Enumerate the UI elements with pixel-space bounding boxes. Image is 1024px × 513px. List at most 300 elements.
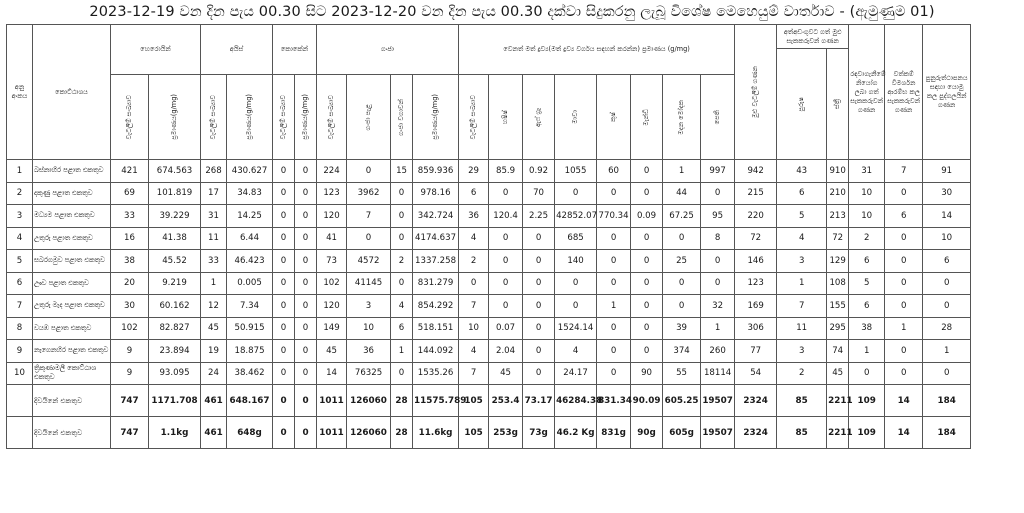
table-cell: 0 — [273, 205, 295, 228]
row-index: 10 — [7, 362, 33, 385]
table-cell: 32 — [701, 295, 735, 318]
table-cell: 997 — [701, 160, 735, 183]
row-division-name: උතුරු මැද පළාත එකතුව — [33, 295, 111, 318]
table-cell: 41145 — [347, 272, 391, 295]
total-row-label: දිවයිනේ එකතුව — [33, 417, 111, 449]
table-cell: 6 — [849, 295, 885, 318]
table-cell: 0.09 — [631, 205, 663, 228]
table-cell: 4 — [391, 295, 413, 318]
subheader-heroin-count: වැටලීම් සංඛ්‍යාව — [111, 75, 149, 160]
table-cell: 0 — [523, 340, 555, 363]
table-cell: 859.936 — [413, 160, 459, 183]
table-cell: 6.44 — [227, 227, 273, 250]
table-cell: 2.04 — [489, 340, 523, 363]
header-heroin: හෙරොයින් — [111, 25, 201, 75]
table-cell: 0 — [631, 227, 663, 250]
table-cell: 0 — [391, 182, 413, 205]
table-cell: 0 — [923, 272, 971, 295]
table-cell: 4 — [777, 227, 827, 250]
table-cell: 0 — [523, 250, 555, 273]
table-cell: 82.827 — [149, 317, 201, 340]
table-cell: 6 — [849, 250, 885, 273]
header-detention-orders: රඳවාගැනීමේ නියෝග ලබා ගත් සැකකරුවන් ගණන — [849, 25, 885, 160]
table-cell: 430.627 — [227, 160, 273, 183]
table-row — [7, 295, 1019, 318]
table-cell: 0 — [295, 160, 317, 183]
table-cell: 210 — [827, 182, 849, 205]
row-index: 4 — [7, 227, 33, 250]
table-cell: 0 — [273, 340, 295, 363]
table-cell: 831.279 — [413, 272, 459, 295]
row-index: 2 — [7, 182, 33, 205]
table-cell: 1 — [849, 340, 885, 363]
table-cell: 0 — [273, 160, 295, 183]
table-cell: 0 — [663, 227, 701, 250]
total-cell: 648.167 — [227, 385, 273, 417]
table-cell: 2 — [777, 362, 827, 385]
table-cell: 0 — [885, 295, 923, 318]
table-row — [7, 205, 1019, 228]
table-cell: 60.162 — [149, 295, 201, 318]
total-cell: 126060 — [347, 385, 391, 417]
subheader-mandy: මැන්ඩි — [631, 75, 663, 160]
total-cell: 605g — [663, 417, 701, 449]
table-cell: 1 — [701, 317, 735, 340]
table-cell: 4572 — [347, 250, 391, 273]
table-cell: 1 — [885, 317, 923, 340]
table-cell: 978.16 — [413, 182, 459, 205]
table-cell: 4 — [459, 227, 489, 250]
table-cell: 14 — [923, 205, 971, 228]
table-cell: 34.83 — [227, 182, 273, 205]
subheader-cocaine-qty: ප්‍රමාණය(g/mg) — [295, 75, 317, 160]
table-cell: 0 — [597, 250, 631, 273]
table-cell: 120 — [317, 295, 347, 318]
total-cell: 2211 — [827, 417, 849, 449]
subheader-cocaine-count: වැටලීම් සංඛ්‍යාව — [273, 75, 295, 160]
table-cell: 28 — [923, 317, 971, 340]
table-cell: 7 — [777, 295, 827, 318]
table-cell: 0 — [273, 295, 295, 318]
subheader-hash: හෂිෂ් — [489, 75, 523, 160]
table-cell: 39.229 — [149, 205, 201, 228]
header-index: අනු අංකය — [7, 25, 33, 160]
total-cell: 0 — [273, 417, 295, 449]
table-cell: 0 — [885, 250, 923, 273]
table-cell: 0.005 — [227, 272, 273, 295]
table-cell: 0 — [489, 227, 523, 250]
table-cell: 31 — [201, 205, 227, 228]
table-cell: 215 — [735, 182, 777, 205]
table-cell: 102 — [111, 317, 149, 340]
subheader-other-count: වැටලීම් සංඛ්‍යාව — [459, 75, 489, 160]
table-cell: 0 — [295, 272, 317, 295]
subheader-ganja-count: වැටලීම් සංඛ්‍යාව — [317, 75, 347, 160]
row-division-name: බස්නාහිර පළාත එකතුව — [33, 160, 111, 183]
table-cell: 854.292 — [413, 295, 459, 318]
total-cell: 1011 — [317, 385, 347, 417]
total-cell: 85 — [777, 417, 827, 449]
subheader-ganja-qty: ප්‍රමාණය(g/mg) — [413, 75, 459, 160]
table-cell: 0 — [701, 182, 735, 205]
table-cell: 5 — [777, 205, 827, 228]
table-cell: 102 — [317, 272, 347, 295]
table-cell: 0 — [295, 250, 317, 273]
table-cell: 108 — [827, 272, 849, 295]
table-cell: 67.25 — [663, 205, 701, 228]
table-row — [7, 182, 1019, 205]
header-female: ස්ත්‍රී — [827, 49, 849, 160]
table-cell: 0 — [523, 317, 555, 340]
total-row-index — [7, 417, 33, 449]
table-cell: 60 — [597, 160, 631, 183]
table-row — [7, 250, 1019, 273]
table-cell: 16 — [111, 227, 149, 250]
table-cell: 45 — [489, 362, 523, 385]
table-cell: 9 — [111, 362, 149, 385]
table-cell: 1 — [777, 272, 827, 295]
total-cell: 253g — [489, 417, 523, 449]
table-cell: 14.25 — [227, 205, 273, 228]
table-cell: 0 — [459, 272, 489, 295]
table-cell: 169 — [735, 295, 777, 318]
table-cell: 140 — [555, 250, 597, 273]
table-cell: 518.151 — [413, 317, 459, 340]
table-cell: 1 — [201, 272, 227, 295]
table-cell: 0 — [489, 295, 523, 318]
table-cell: 224 — [317, 160, 347, 183]
table-cell: 45 — [201, 317, 227, 340]
table-cell: 0 — [489, 182, 523, 205]
table-cell: 942 — [735, 160, 777, 183]
table-cell: 0 — [631, 340, 663, 363]
total-cell: 28 — [391, 417, 413, 449]
row-division-name: උතුරු පළාත එකතුව — [33, 227, 111, 250]
table-cell: 0 — [555, 295, 597, 318]
total-cell: 1011 — [317, 417, 347, 449]
table-cell: 0 — [523, 272, 555, 295]
table-cell: 146 — [735, 250, 777, 273]
table-cell: 9 — [111, 340, 149, 363]
table-cell: 2.25 — [523, 205, 555, 228]
table-cell: 1535.26 — [413, 362, 459, 385]
table-cell: 0 — [273, 227, 295, 250]
table-cell: 15 — [391, 160, 413, 183]
header-ganja: ගංජා — [317, 25, 459, 75]
table-cell: 0 — [295, 295, 317, 318]
subheader-tablets: පෙති — [701, 75, 735, 160]
total-cell: 1.1kg — [149, 417, 201, 449]
table-cell: 0 — [631, 295, 663, 318]
total-cell: 605.25 — [663, 385, 701, 417]
table-cell: 7.34 — [227, 295, 273, 318]
table-cell: 18114 — [701, 362, 735, 385]
table-cell: 0 — [849, 362, 885, 385]
row-division-name: වයඹ පළාත එකතුව — [33, 317, 111, 340]
table-cell: 910 — [827, 160, 849, 183]
table-cell: 76325 — [347, 362, 391, 385]
table-cell: 45 — [827, 362, 849, 385]
table-cell: 0 — [273, 182, 295, 205]
table-cell: 0 — [701, 272, 735, 295]
table-cell: 0 — [923, 295, 971, 318]
table-cell: 17 — [201, 182, 227, 205]
table-cell: 0.07 — [489, 317, 523, 340]
total-row-label: දිවයිනේ එකතුව — [33, 385, 111, 417]
table-cell: 4 — [555, 340, 597, 363]
total-cell: 28 — [391, 385, 413, 417]
table-cell: 0 — [523, 362, 555, 385]
total-cell: 19507 — [701, 385, 735, 417]
table-cell: 54 — [735, 362, 777, 385]
table-cell: 0 — [597, 340, 631, 363]
table-cell: 0 — [295, 317, 317, 340]
table-cell: 0 — [273, 317, 295, 340]
table-cell: 4 — [459, 340, 489, 363]
total-cell: 0 — [295, 417, 317, 449]
table-cell: 7 — [347, 205, 391, 228]
table-cell: 0 — [631, 272, 663, 295]
table-cell: 29 — [459, 160, 489, 183]
table-row — [7, 362, 1019, 385]
subheader-ganja-plants: ගංජා පැළ — [347, 75, 391, 160]
table-cell: 0 — [523, 295, 555, 318]
total-cell: 73.17 — [523, 385, 555, 417]
row-division-name: නැගෙනහිර පළාත එකතුව — [33, 340, 111, 363]
table-cell: 0 — [885, 182, 923, 205]
table-cell: 685 — [555, 227, 597, 250]
total-cell: 46.2 Kg — [555, 417, 597, 449]
table-cell: 306 — [735, 317, 777, 340]
table-cell: 10 — [347, 317, 391, 340]
total-row — [7, 385, 1019, 417]
table-cell: 0.92 — [523, 160, 555, 183]
table-cell: 3962 — [347, 182, 391, 205]
table-cell: 5 — [849, 272, 885, 295]
table-cell: 0 — [295, 362, 317, 385]
table-cell: 0 — [885, 362, 923, 385]
table-cell: 213 — [827, 205, 849, 228]
table-cell: 20 — [111, 272, 149, 295]
total-cell: 2324 — [735, 417, 777, 449]
table-cell: 421 — [111, 160, 149, 183]
table-cell: 0 — [295, 340, 317, 363]
row-index: 5 — [7, 250, 33, 273]
table-cell: 3 — [777, 340, 827, 363]
table-cell: 2 — [849, 227, 885, 250]
total-cell: 747 — [111, 417, 149, 449]
table-row — [7, 227, 1019, 250]
table-cell: 149 — [317, 317, 347, 340]
header-detained: අත්අඩංගුවට ගත් මුළු සැකකරුවන් ගණන — [777, 25, 849, 49]
table-cell: 129 — [827, 250, 849, 273]
row-index: 6 — [7, 272, 33, 295]
table-cell: 0 — [631, 182, 663, 205]
table-cell: 95 — [701, 205, 735, 228]
header-cocaine: කොකේන් — [273, 25, 317, 75]
table-cell: 77 — [735, 340, 777, 363]
row-index: 1 — [7, 160, 33, 183]
table-cell: 120 — [317, 205, 347, 228]
table-cell: 0 — [555, 272, 597, 295]
table-cell: 12 — [201, 295, 227, 318]
table-cell: 55 — [663, 362, 701, 385]
header-ice: අයිස් — [201, 25, 273, 75]
page-title: 2023-12-19 වන දින පැය 00.30 සිට 2023-12-20 වන දින පැය 00.30 දක්වා සිදුකරනු ලැබූ විශේෂ මෙහෙයුම් වාර්තාව - (ඇමුණුම 01) — [89, 4, 935, 20]
table-cell: 11 — [777, 317, 827, 340]
table-cell: 45 — [317, 340, 347, 363]
subheader-madana: මදන මෝදක — [663, 75, 701, 160]
table-cell: 1337.258 — [413, 250, 459, 273]
table-cell: 0 — [663, 295, 701, 318]
subheader-ice-g: ඇෆ් ග්‍රෑ — [523, 75, 555, 160]
total-cell: 109 — [849, 417, 885, 449]
row-division-name: සබරගමුව පළාත එකතුව — [33, 250, 111, 273]
table-cell: 7 — [459, 295, 489, 318]
table-cell: 1 — [663, 160, 701, 183]
row-index: 8 — [7, 317, 33, 340]
table-cell: 268 — [201, 160, 227, 183]
table-cell: 260 — [701, 340, 735, 363]
table-cell: 220 — [735, 205, 777, 228]
table-cell: 70 — [523, 182, 555, 205]
total-cell: 105 — [459, 385, 489, 417]
table-cell: 10 — [923, 227, 971, 250]
table-cell: 1055 — [555, 160, 597, 183]
table-cell: 69 — [111, 182, 149, 205]
table-cell: 0 — [597, 362, 631, 385]
table-cell: 144.092 — [413, 340, 459, 363]
table-cell: 50.915 — [227, 317, 273, 340]
total-cell: 19507 — [701, 417, 735, 449]
table-cell: 123 — [735, 272, 777, 295]
table-cell: 0 — [391, 205, 413, 228]
total-cell: 747 — [111, 385, 149, 417]
table-row — [7, 272, 1019, 295]
table-cell: 6 — [777, 182, 827, 205]
table-cell: 72 — [735, 227, 777, 250]
table-cell: 30 — [923, 182, 971, 205]
table-cell: 30 — [111, 295, 149, 318]
table-cell: 42852.07 — [555, 205, 597, 228]
total-cell: 46284.38 — [555, 385, 597, 417]
table-cell: 14 — [317, 362, 347, 385]
table-cell: 0 — [597, 272, 631, 295]
subheader-heroin-qty: ප්‍රමාණය(g/mg) — [149, 75, 201, 160]
total-row — [7, 417, 1019, 449]
table-cell: 4174.637 — [413, 227, 459, 250]
table-cell: 1 — [923, 340, 971, 363]
total-cell: 14 — [885, 385, 923, 417]
table-cell: 0 — [885, 227, 923, 250]
table-cell: 0 — [885, 272, 923, 295]
total-cell: 184 — [923, 385, 971, 417]
header-rehab: පුනුරුත්ථාපනය සඳහා යොමු කල පුද්ගලයින් ගණන — [923, 25, 971, 160]
table-cell: 0 — [885, 340, 923, 363]
header-other-drugs: වෙනත් මත් ද්‍රව්‍ය(මත් ද්‍රව්‍ය වර්ගය සඳහන් කරන්න) ප්‍රමාණය (g/mg) — [459, 25, 735, 75]
table-cell: 2 — [391, 250, 413, 273]
table-cell: 0 — [489, 272, 523, 295]
row-index: 3 — [7, 205, 33, 228]
header-assets-investigation: වත්කම් විමර්ශන ආරම්භ කල සැකකරුවන් ගණන — [885, 25, 923, 160]
total-cell: 2211 — [827, 385, 849, 417]
total-cell: 0 — [295, 385, 317, 417]
table-cell: 674.563 — [149, 160, 201, 183]
row-division-name: මධ්‍යම පළාත එකතුව — [33, 205, 111, 228]
table-cell: 0 — [295, 205, 317, 228]
total-cell: 11.6kg — [413, 417, 459, 449]
table-cell: 45.52 — [149, 250, 201, 273]
table-row — [7, 160, 1019, 183]
table-cell: 0 — [273, 272, 295, 295]
total-cell: 90g — [631, 417, 663, 449]
table-cell: 0 — [391, 227, 413, 250]
table-cell: 123 — [317, 182, 347, 205]
table-row — [7, 317, 1019, 340]
table-cell: 1 — [597, 295, 631, 318]
table-cell: 0 — [347, 227, 391, 250]
table-cell: 41.38 — [149, 227, 201, 250]
table-cell: 1524.14 — [555, 317, 597, 340]
total-cell: 1171.708 — [149, 385, 201, 417]
table-cell: 0 — [597, 227, 631, 250]
table-cell: 0 — [295, 182, 317, 205]
table-row — [7, 340, 1019, 363]
table-cell: 2 — [459, 250, 489, 273]
table-cell: 36 — [459, 205, 489, 228]
table-cell: 43 — [777, 160, 827, 183]
table-cell: 38 — [111, 250, 149, 273]
table-cell: 38 — [849, 317, 885, 340]
table-cell: 3 — [347, 295, 391, 318]
header-division: කොට්ඨාශය — [33, 25, 111, 160]
total-cell: 126060 — [347, 417, 391, 449]
table-cell: 6 — [459, 182, 489, 205]
table-cell: 93.095 — [149, 362, 201, 385]
row-index: 9 — [7, 340, 33, 363]
table-cell: 6 — [923, 250, 971, 273]
table-cell: 7 — [885, 160, 923, 183]
total-cell: 831g — [597, 417, 631, 449]
table-cell: 295 — [827, 317, 849, 340]
table-cell: 10 — [459, 317, 489, 340]
table-cell: 11 — [201, 227, 227, 250]
table-cell: 3 — [777, 250, 827, 273]
table-cell: 38.462 — [227, 362, 273, 385]
table-cell: 101.819 — [149, 182, 201, 205]
table-cell: 72 — [827, 227, 849, 250]
report-table — [6, 24, 1019, 449]
total-cell: 648g — [227, 417, 273, 449]
table-cell: 374 — [663, 340, 701, 363]
subheader-ganja-cultivations: ගංජා වගාවන් — [391, 75, 413, 160]
table-cell: 9.219 — [149, 272, 201, 295]
table-cell: 24.17 — [555, 362, 597, 385]
table-cell: 91 — [923, 160, 971, 183]
table-cell: 0 — [631, 317, 663, 340]
table-cell: 36 — [347, 340, 391, 363]
table-cell: 6 — [885, 205, 923, 228]
total-row-index — [7, 385, 33, 417]
total-cell: 85 — [777, 385, 827, 417]
table-cell: 0 — [489, 250, 523, 273]
table-cell: 0 — [663, 272, 701, 295]
table-cell: 0 — [347, 160, 391, 183]
total-cell: 11575.789 — [413, 385, 459, 417]
total-cell: 14 — [885, 417, 923, 449]
total-cell: 2324 — [735, 385, 777, 417]
table-cell: 33 — [111, 205, 149, 228]
